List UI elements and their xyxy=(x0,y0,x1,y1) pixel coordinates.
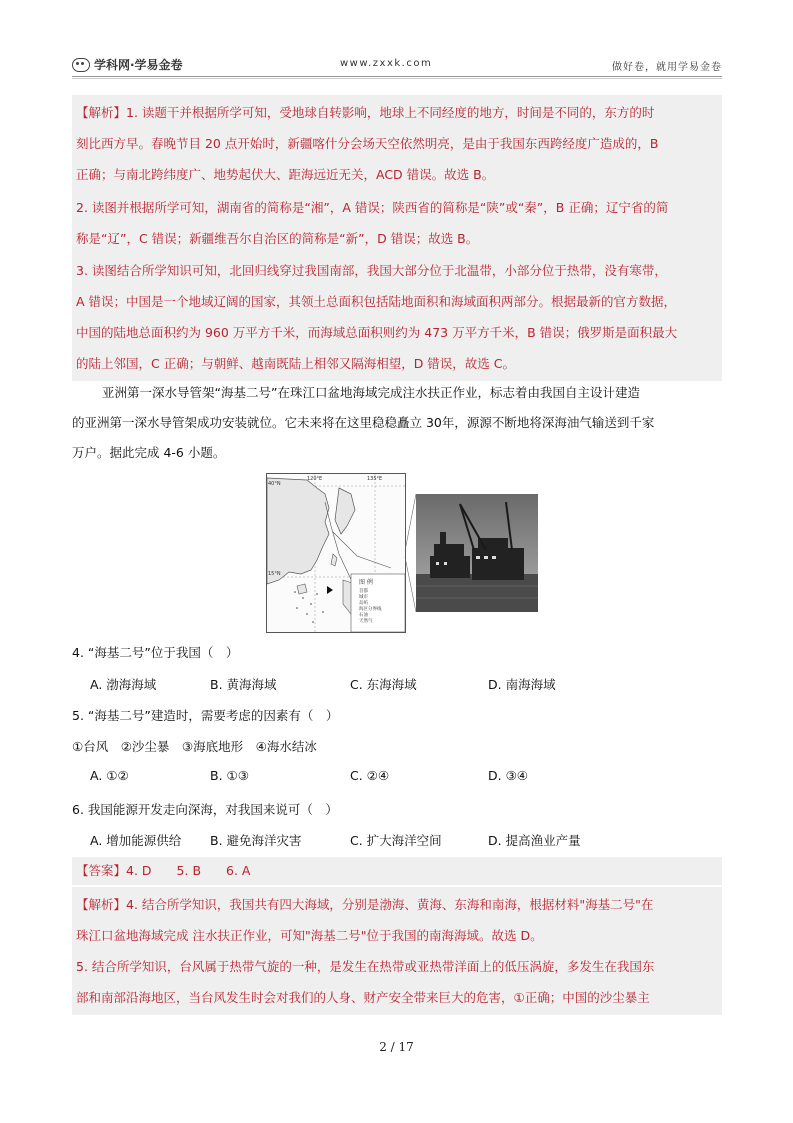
option-d: D. ③④ xyxy=(488,768,528,783)
page-number: 2 / 17 xyxy=(379,1040,414,1054)
header-slogan: 做好卷，就用学易金卷 xyxy=(612,62,722,73)
explanation-line: 珠江口盆地海域完成 注水扶正作业，可知"海基二号"位于我国的南海海域。故选 D。 xyxy=(76,928,543,943)
material-line: 万户。据此完成 4-6 小题。 xyxy=(72,445,226,460)
map-legend-item: 城市 xyxy=(359,595,368,600)
option-c: C. 扩大海洋空间 xyxy=(350,833,442,848)
map-legend-item: 天然气 xyxy=(359,619,373,624)
question-4: 4. “海基二号”位于我国（ ） xyxy=(72,645,239,660)
map-legend-title: 图 例 xyxy=(359,579,373,586)
explanation-line: 部和南部沿海地区，当台风发生时会对我们的人身、财产安全带来巨大的危害，①正确；中国的沙尘暴主 xyxy=(76,990,650,1005)
map-legend-item: 岛屿 xyxy=(359,601,368,606)
explanation-q3 xyxy=(72,253,722,381)
explanation-line: 正确；与南北跨纬度广、地势起伏大、距海远近无关，ACD 错误。故选 B。 xyxy=(76,167,495,182)
map-lat-label: 40°N xyxy=(268,481,281,487)
explanation-q1 xyxy=(72,95,722,192)
map-lat-label: 15°N xyxy=(268,571,281,577)
material-line: 的亚洲第一深水导管架成功安装就位。它未来将在这里稳稳矗立 30年，源源不断地将深海油气输送到千家 xyxy=(72,415,655,430)
map-lon-label: 135°E xyxy=(367,476,383,482)
answer-text: 4. D 5. B 6. A xyxy=(126,863,251,878)
logo-icon xyxy=(72,58,90,72)
explanation-line: 【解析】4. 结合所学知识，我国共有四大海域，分别是渤海、黄海、东海和南海，根据材料"海基二号"在 xyxy=(76,897,654,912)
explanation-line: 的陆上邻国，C 正确；与朝鲜、越南既陆上相邻又隔海相望，D 错误，故选 C。 xyxy=(76,356,516,371)
analysis-tag: 【解析】 xyxy=(76,105,127,120)
map-legend-item: 石油 xyxy=(359,613,368,618)
brand-logo xyxy=(72,56,183,73)
explanation-line: 3. 读图结合所学知识可知，北回归线穿过我国南部，我国大部分位于北温带，小部分位于热带，没有寒带， xyxy=(76,263,667,278)
explanation-q2 xyxy=(72,190,722,256)
explanation-line: 称是“辽”，C 错误；新疆维吾尔自治区的简称是“新”，D 错误；故选 B。 xyxy=(76,231,479,246)
option-a: A. 增加能源供给 xyxy=(90,833,182,848)
platform-photo-drawing xyxy=(416,494,538,612)
explanation-line: 中国的陆地总面积约为 960 万平方千米，而海域总面积则约为 473 万平方千米，B 错误；俄罗斯是面积最大 xyxy=(76,325,678,340)
map-lon-label: 120°E xyxy=(307,476,323,482)
explanation-line: 2. 读图并根据所学可知，湖南省的简称是“湘”，A 错误；陕西省的简称是“陕”或“秦”，B 正确；辽宁省的简 xyxy=(76,200,669,215)
option-d: D. 南海海域 xyxy=(488,677,556,692)
page-header xyxy=(72,52,722,78)
question-6: 6. 我国能源开发走向深海，对我国来说可（ ） xyxy=(72,802,338,817)
option-b: B. ①③ xyxy=(210,768,249,783)
platform-photo xyxy=(416,494,538,612)
option-b: B. 黄海海域 xyxy=(210,677,277,692)
header-divider-secondary xyxy=(72,78,722,79)
option-b: B. 避免海洋灾害 xyxy=(210,833,302,848)
explanation-q4-q5 xyxy=(72,887,722,1015)
map-legend-item: 首都 xyxy=(359,589,368,594)
option-d: D. 提高渔业产量 xyxy=(488,833,581,848)
analysis-tag: 【解析】 xyxy=(76,897,127,912)
figure xyxy=(266,473,538,633)
option-a: A. 渤海海域 xyxy=(90,677,157,692)
material-passage xyxy=(72,378,722,468)
option-c: C. ②④ xyxy=(350,768,390,783)
answer-tag: 【答案】 xyxy=(76,863,127,878)
explanation-line: 5. 结合所学知识，台风属于热带气旋的一种，是发生在热带或亚热带洋面上的低压涡旋，多发生在我国东 xyxy=(76,959,655,974)
explanation-line: 【解析】1. 读题干并根据所学可知，受地球自转影响，地球上不同经度的地方，时间是不同的，东方的时 xyxy=(76,105,655,120)
header-divider xyxy=(72,76,722,77)
question-5: 5. “海基二号”建造时，需要考虑的因素有（ ） xyxy=(72,708,339,723)
question-5-factors: ①台风 ②沙尘暴 ③海底地形 ④海水结冰 xyxy=(72,739,317,754)
site-url: www.zxxk.com xyxy=(340,58,433,69)
explanation-line: A 错误；中国是一个地域辽阔的国家，其领土总面积包括陆地面积和海域面积两部分。根据最新的官方数据， xyxy=(76,294,677,309)
logo-text: 学科网·学易金卷 xyxy=(94,58,183,72)
material-line: 亚洲第一深水导管架“海基二号”在珠江口盆地海域完成注水扶正作业，标志着由我国自主设计建造 xyxy=(102,385,640,400)
option-c: C. 东海海域 xyxy=(350,677,417,692)
answer-block xyxy=(72,857,722,885)
option-a: A. ①② xyxy=(90,768,129,783)
map-legend-item: 海区分界线 xyxy=(359,607,382,612)
explanation-line: 刻比西方早。春晚节目 20 点开始时，新疆喀什分会场天空依然明亮，是由于我国东西跨经度广造成的，B xyxy=(76,136,659,151)
